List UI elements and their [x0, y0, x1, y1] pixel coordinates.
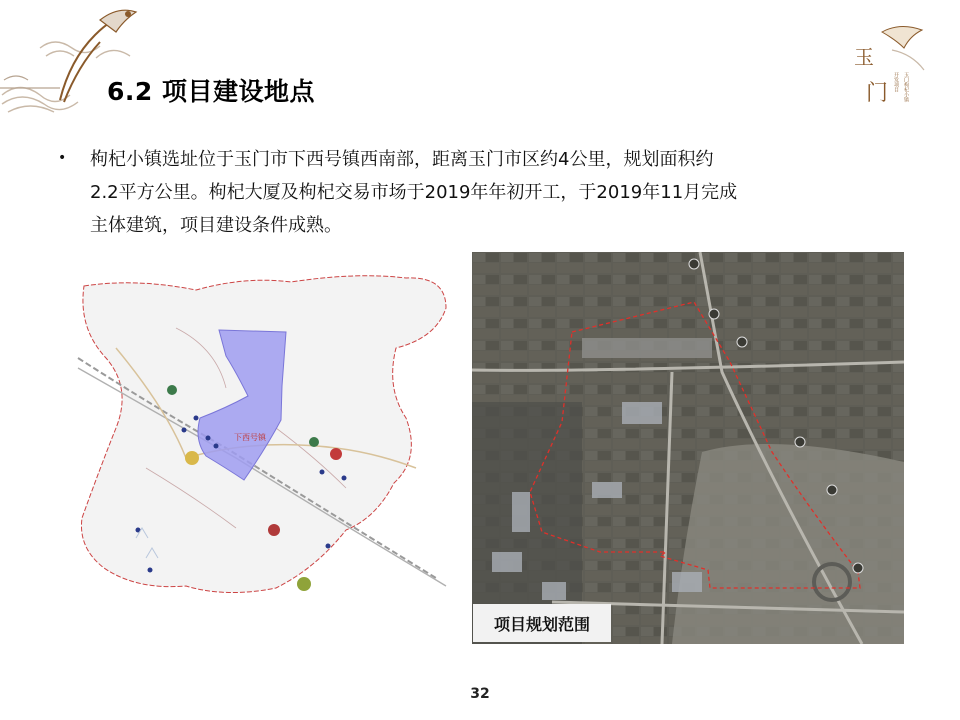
body-paragraph — [90, 143, 870, 242]
body-line: 2.2平方公里。枸杞大厦及枸杞交易市场于2019年年初开工，于2019年11月完成 — [90, 182, 738, 203]
svg-text:开发项目: 开发项目 — [893, 72, 899, 92]
page-title: 6.2 项目建设地点 — [107, 77, 315, 106]
svg-text:玉: 玉 — [854, 45, 874, 69]
yumen-goji-town-logo — [852, 22, 934, 122]
bullet-marker: • — [58, 150, 67, 166]
svg-text:玉门枸杞小镇: 玉门枸杞小镇 — [903, 72, 909, 102]
svg-text:门: 门 — [866, 81, 889, 106]
page-number: 32 — [470, 686, 490, 702]
map-caption: 项目规划范围 — [473, 604, 611, 642]
decorative-cloud-emblem — [0, 0, 170, 130]
satellite-project-map — [472, 252, 904, 644]
body-line: 主体建筑，项目建设条件成熟。 — [90, 215, 342, 236]
town-map-label: 下西号镇 — [234, 433, 266, 442]
body-line: 枸杞小镇选址位于玉门市下西号镇西南部，距离玉门市区约4公里，规划面积约 — [90, 149, 714, 170]
regional-location-map — [76, 268, 456, 603]
